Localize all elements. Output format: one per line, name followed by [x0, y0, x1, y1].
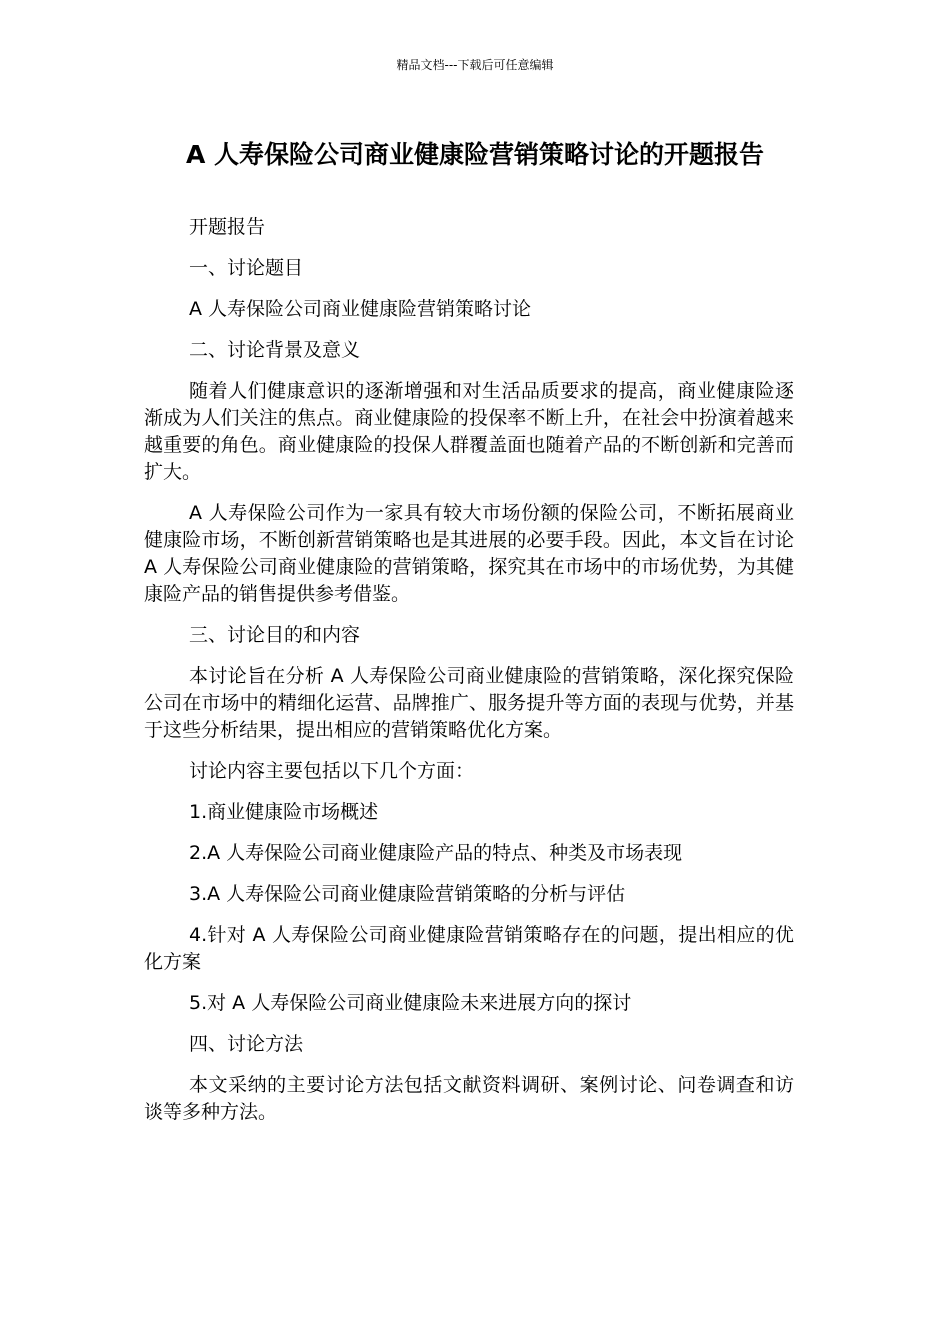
document-body: [144, 214, 794, 1140]
document-title: A 人寿保险公司商业健康险营销策略讨论的开题报告: [185, 140, 765, 169]
heading-topic: 一、讨论题目: [189, 257, 304, 279]
heading-background: 二、讨论背景及意义: [189, 339, 361, 361]
paragraph-report-label: 开题报告: [189, 216, 266, 238]
paragraph-topic: A 人寿保险公司商业健康险营销策略讨论: [189, 298, 532, 320]
heading-purpose: 三、讨论目的和内容: [189, 624, 361, 646]
heading-method: 四、讨论方法: [189, 1033, 304, 1055]
list-item: 1.商业健康险市场概述: [189, 801, 379, 823]
page-header: 精品文档---下载后可任意编辑: [396, 58, 554, 72]
paragraph-purpose: 本讨论旨在分析 A 人寿保险公司商业健康险的营销策略，深化探究保险公司在市场中的精细化运营、品牌推广、服务提升等方面的表现与优势，并基于这些分析结果，提出相应的营销策略优化方案。: [144, 665, 794, 741]
paragraph-method: 本文采纳的主要讨论方法包括文献资料调研、案例讨论、问卷调查和访谈等多种方法。: [144, 1074, 794, 1123]
paragraph-background-2: A 人寿保险公司作为一家具有较大市场份额的保险公司，不断拓展商业健康险市场，不断创新营销策略也是其进展的必要手段。因此，本文旨在讨论 A 人寿保险公司商业健康险的营销策略，探究其在市场中的市场优势，为其健康险产品的销售提供参考借鉴。: [144, 502, 794, 605]
paragraph-background-1: 随着人们健康意识的逐渐增强和对生活品质要求的提高，商业健康险逐渐成为人们关注的焦点。商业健康险的投保率不断上升，在社会中扮演着越来越重要的角色。商业健康险的投保人群覆盖面也随着产品的不断创新和完善而扩大。: [144, 380, 794, 483]
list-item: 2.A 人寿保险公司商业健康险产品的特点、种类及市场表现: [189, 842, 683, 864]
list-item: 5.对 A 人寿保险公司商业健康险未来进展方向的探讨: [189, 992, 632, 1014]
list-item: 4.针对 A 人寿保险公司商业健康险营销策略存在的问题，提出相应的优化方案: [144, 924, 794, 973]
list-item: 3.A 人寿保险公司商业健康险营销策略的分析与评估: [189, 883, 626, 905]
paragraph-content-intro: 讨论内容主要包括以下几个方面：: [189, 760, 475, 782]
